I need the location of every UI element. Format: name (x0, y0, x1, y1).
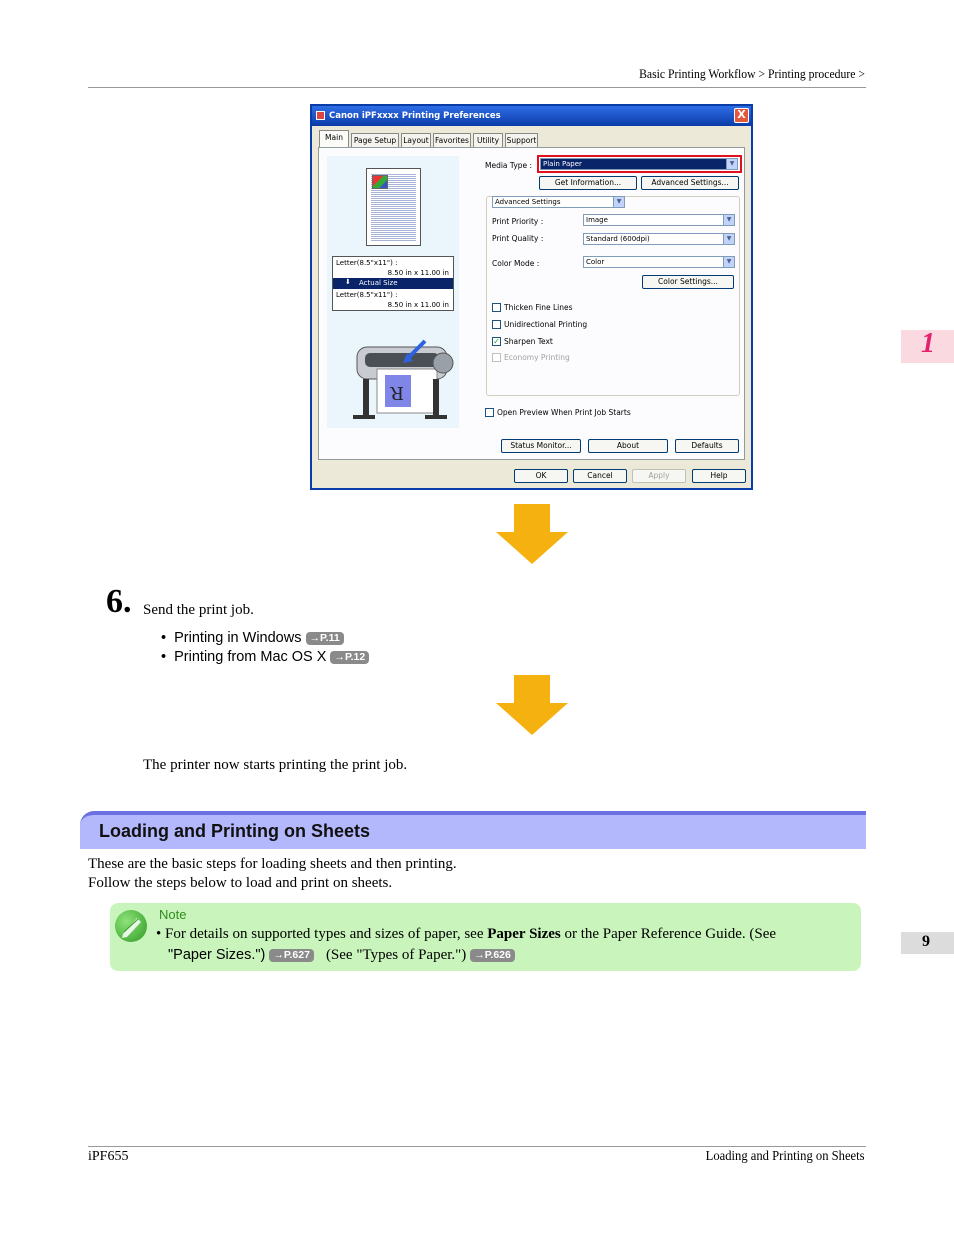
chevron-down-icon: ▼ (613, 197, 624, 207)
result-text: The printer now starts printing the print job. (143, 757, 408, 773)
bullet-icon: • (156, 926, 162, 942)
close-icon[interactable]: X (734, 108, 749, 123)
note-text: "Paper Sizes.") (168, 947, 266, 963)
paper-size-box (332, 256, 454, 311)
footer-model: iPF655 (88, 1149, 129, 1164)
bullet-icon: • (161, 649, 167, 665)
note-line-1 (156, 926, 776, 943)
page-link[interactable]: →P.627 (269, 949, 314, 962)
list-item (161, 649, 369, 665)
output-size-label: Letter(8.5"x11") : (336, 291, 398, 299)
scaling-label: Actual Size (359, 279, 398, 287)
print-quality-select[interactable] (583, 233, 735, 245)
print-quality-value: Standard (600dpi) (586, 235, 650, 243)
list-item (161, 630, 344, 646)
thicken-fine-lines-label: Thicken Fine Lines (504, 303, 573, 312)
unidirectional-printing-checkbox[interactable] (492, 320, 501, 329)
bullet-icon: • (161, 630, 167, 646)
color-mode-value: Color (586, 258, 605, 266)
tab-main[interactable]: Main (319, 130, 349, 148)
note-title: Note (159, 907, 187, 922)
print-quality-label: Print Quality : (492, 234, 544, 243)
page-link[interactable]: →P.626 (470, 949, 515, 962)
apply-button[interactable]: Apply (632, 469, 686, 483)
help-button[interactable]: Help (692, 469, 746, 483)
color-mode-label: Color Mode : (492, 259, 540, 268)
original-size-label: Letter(8.5"x11") : (336, 259, 398, 267)
advanced-settings-group (486, 196, 740, 396)
ok-button[interactable]: OK (514, 469, 568, 483)
list-item-text: Printing in Windows (174, 630, 302, 646)
chevron-down-icon: ▼ (723, 257, 734, 267)
open-preview-checkbox[interactable] (485, 408, 494, 417)
printer-app-icon (316, 111, 325, 120)
tab-layout[interactable]: Layout (401, 133, 431, 147)
chevron-down-icon: ▼ (723, 234, 734, 244)
unidirectional-printing-label: Unidirectional Printing (504, 320, 588, 329)
tab-support[interactable]: Support (505, 133, 538, 147)
arrow-down-icon: ⬇ (345, 278, 351, 286)
step-instruction: Send the print job. (143, 602, 254, 618)
chevron-down-icon: ▼ (723, 215, 734, 225)
note-text: or the Paper Reference Guide. (See (560, 926, 777, 942)
footer-divider (88, 1146, 866, 1147)
thicken-fine-lines-checkbox[interactable] (492, 303, 501, 312)
economy-printing-label: Economy Printing (504, 353, 570, 362)
chapter-number: 1 (921, 328, 935, 359)
print-priority-label: Print Priority : (492, 217, 544, 226)
page-link[interactable]: →P.12 (330, 651, 369, 664)
about-button[interactable]: About (588, 439, 668, 453)
section-title: Loading and Printing on Sheets (99, 821, 371, 841)
tab-favorites[interactable]: Favorites (433, 133, 471, 147)
printing-preferences-dialog (310, 104, 753, 490)
header-divider (88, 87, 866, 88)
tab-page-setup[interactable]: Page Setup (351, 133, 399, 147)
original-size-dimensions: 8.50 in x 11.00 in (387, 269, 449, 277)
chevron-down-icon: ▼ (726, 159, 737, 169)
down-arrow-icon (496, 675, 568, 735)
note-text: (See "Types of Paper.") (325, 947, 467, 963)
down-arrow-icon (496, 504, 568, 564)
settings-mode-value: Advanced Settings (495, 198, 561, 206)
printer-icon (347, 319, 457, 429)
note-pencil-icon (115, 910, 147, 942)
sharpen-text-label: Sharpen Text (504, 337, 553, 346)
get-information-button[interactable]: Get Information... (539, 176, 637, 190)
status-monitor-button[interactable]: Status Monitor... (501, 439, 581, 453)
advanced-settings-button[interactable]: Advanced Settings... (641, 176, 739, 190)
dialog-title: Canon iPFxxxx Printing Preferences (329, 111, 501, 121)
open-preview-label: Open Preview When Print Job Starts (497, 408, 631, 417)
scaling-indicator (333, 278, 453, 289)
page-number: 9 (922, 933, 930, 950)
cancel-button[interactable]: Cancel (573, 469, 627, 483)
media-type-select[interactable] (540, 158, 738, 170)
document-preview-icon (366, 168, 421, 246)
page-link[interactable]: →P.11 (306, 632, 344, 645)
media-type-label: Media Type : (485, 161, 533, 170)
economy-printing-checkbox[interactable] (492, 353, 501, 362)
tab-utility[interactable]: Utility (473, 133, 503, 147)
color-mode-select[interactable] (583, 256, 735, 268)
page-number-tab (901, 932, 954, 954)
color-settings-button[interactable]: Color Settings... (642, 275, 734, 289)
step-number: 6. (106, 583, 132, 620)
media-type-value: Plain Paper (543, 160, 582, 168)
intro-paragraph-2: Follow the steps below to load and print on sheets. (88, 875, 393, 891)
chapter-tab[interactable] (901, 330, 954, 363)
note-line-2 (168, 946, 515, 964)
section-heading (80, 811, 866, 849)
dialog-titlebar (312, 106, 751, 126)
svg-text:R: R (390, 382, 404, 403)
footer-section: Loading and Printing on Sheets (706, 1149, 865, 1164)
print-priority-select[interactable] (583, 214, 735, 226)
list-item-text: Printing from Mac OS X (174, 649, 327, 665)
print-priority-value: Image (586, 216, 608, 224)
paper-sizes-emphasis: Paper Sizes (487, 926, 561, 942)
breadcrumb: Basic Printing Workflow > Printing procedure > (639, 66, 865, 81)
settings-mode-select[interactable] (492, 196, 625, 208)
defaults-button[interactable]: Defaults (675, 439, 739, 453)
output-size-dimensions: 8.50 in x 11.00 in (387, 301, 449, 309)
note-text: For details on supported types and sizes of paper, see (165, 926, 488, 942)
sharpen-text-checkbox[interactable]: ✓ (493, 337, 500, 346)
intro-paragraph-1: These are the basic steps for loading sheets and then printing. (88, 856, 457, 872)
